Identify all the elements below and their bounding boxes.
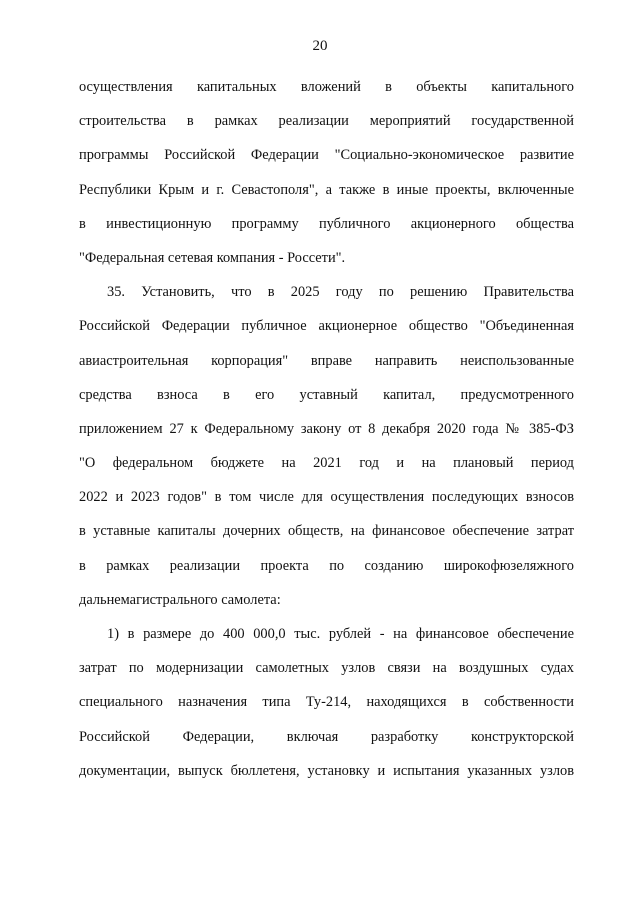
text-line: программы Российской Федерации "Социально-экономическое развитие: [79, 147, 574, 164]
paragraph-continuation: [79, 70, 574, 275]
text-line: в инвестиционную программу публичного акционерного общества: [79, 215, 574, 232]
text-line: "Федеральная сетевая компания - Россети".: [79, 249, 346, 266]
text-line: осуществления капитальных вложений в объекты капитального: [79, 79, 574, 95]
text-line: в уставные капиталы дочерних обществ, на финансовое обеспечение затрат: [79, 523, 574, 540]
text-line: 1) в размере до 400 000,0 тыс. рублей - на финансовое обеспечение: [107, 626, 574, 642]
paragraph-subitem-1: [79, 617, 574, 788]
text-line: Российской Федерации публичное акционерное общество "Объединенная: [79, 318, 574, 335]
text-line: строительства в рамках реализации мероприятий государственной: [79, 113, 574, 130]
text-line: 35. Установить, что в 2025 году по решению Правительства: [107, 284, 574, 301]
text-line: авиастроительная корпорация" вправе направить неиспользованные: [79, 352, 574, 369]
text-line: приложением 27 к Федеральному закону от 8 декабря 2020 года № 385-ФЗ: [79, 420, 574, 437]
text-line: 2022 и 2023 годов" в том числе для осуществления последующих взносов: [79, 489, 574, 506]
text-line: средства взноса в его уставный капитал, предусмотренного: [79, 386, 574, 403]
text-line: дальнемагистрального самолета:: [79, 591, 281, 608]
text-line: Республики Крым и г. Севастополя", а также в иные проекты, включенные: [79, 181, 574, 198]
text-line: "О федеральном бюджете на 2021 год и на плановый период: [79, 455, 574, 472]
page-number: 20: [312, 38, 328, 54]
text-line: специального назначения типа Ту-214, находящихся в собственности: [79, 694, 574, 711]
text-line: в рамках реализации проекта по созданию широкофюзеляжного: [79, 557, 574, 574]
text-line: Российской Федерации, включая разработку конструкторской: [79, 728, 574, 745]
text-line: затрат по модернизации самолетных узлов связи на воздушных судах: [79, 660, 574, 677]
paragraph-item-35: [79, 275, 574, 617]
text-line: документации, выпуск бюллетеня, установку и испытания указанных узлов: [79, 762, 574, 779]
document-body: [79, 70, 574, 788]
